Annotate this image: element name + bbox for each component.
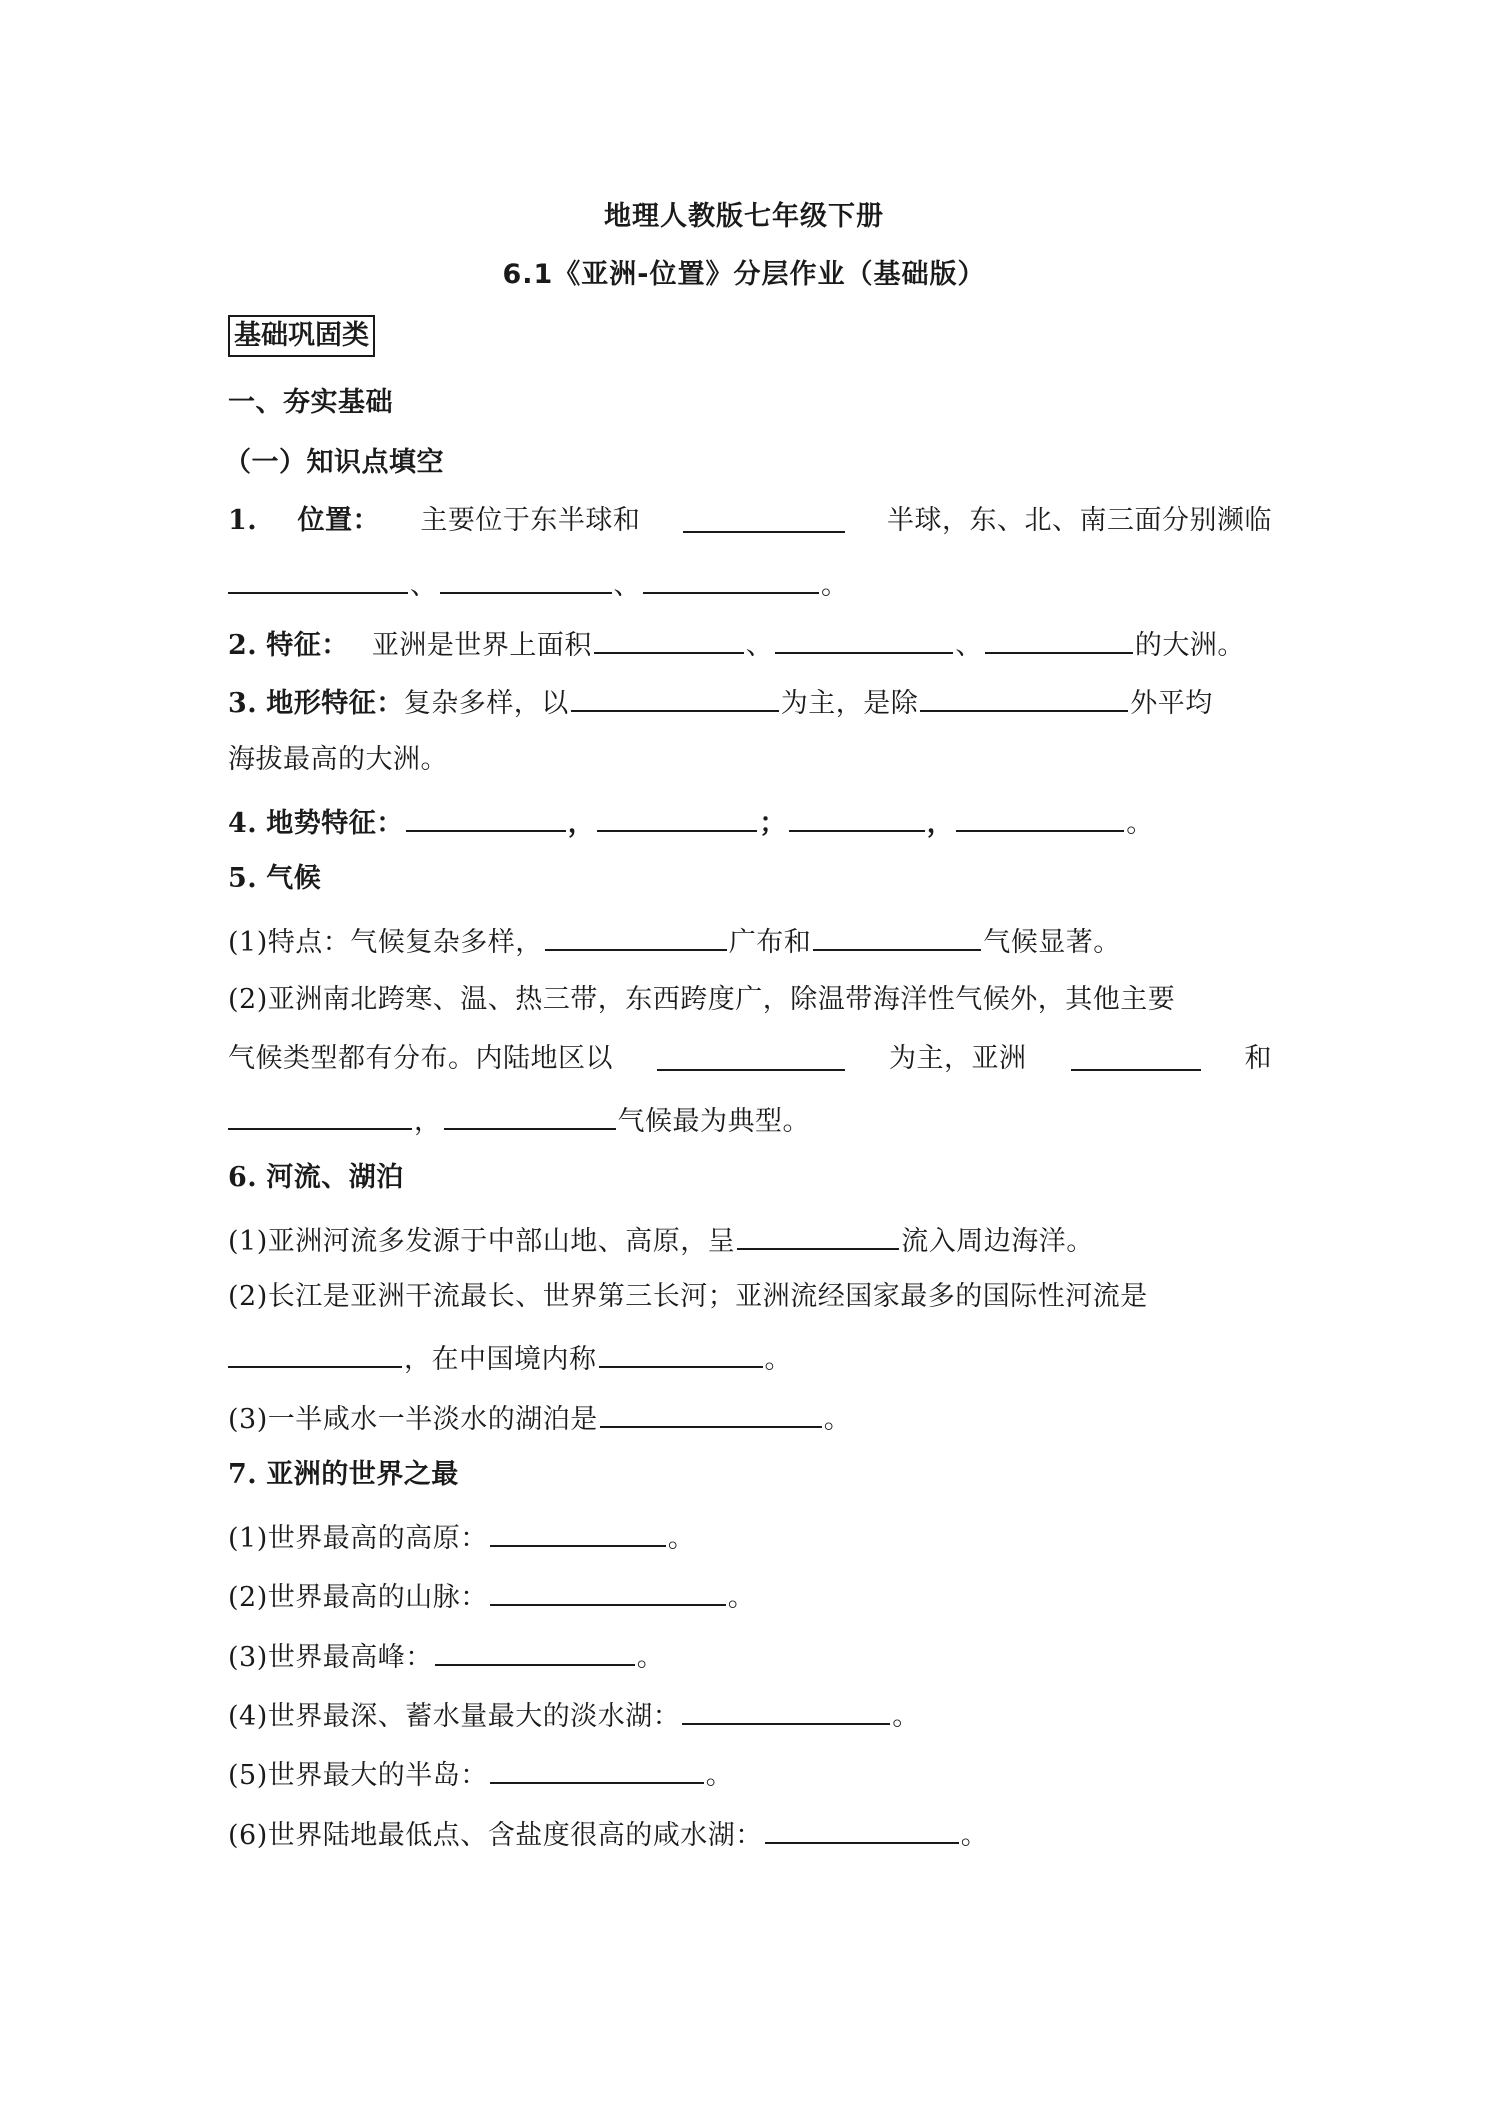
question-6-text: 流入周边海洋。 [901,1226,1094,1257]
question-5-text: 广布和 [728,927,812,958]
sentence-end: 。 [636,1642,665,1673]
answer-blank[interactable] [775,622,953,654]
answer-blank[interactable] [545,919,727,951]
sentence-end: 。 [667,1523,696,1554]
question-1-line-1 [228,501,1272,541]
question-3-label: 地形特征： [266,688,404,719]
question-1-number: 1. [228,505,258,536]
question-5-part-1 [228,919,1121,963]
separator: 、 [613,570,641,601]
question-6-text: ，在中国境内称 [404,1344,597,1375]
sentence-end: 。 [823,1404,852,1435]
answer-blank[interactable] [228,1336,402,1368]
question-3-text: 外平均 [1130,688,1213,719]
question-4-number: 4. [228,808,258,839]
question-7-item-text: (5)世界最大的半岛： [228,1760,488,1791]
question-5-label: 气候 [266,863,322,894]
answer-blank[interactable] [1071,1039,1201,1071]
question-3-line-1 [228,680,1213,724]
answer-blank[interactable] [228,562,408,594]
question-5-text: 为主，亚洲 [889,1043,1027,1074]
question-3-text: 复杂多样，以 [403,688,569,719]
question-6-text: (3)一半咸水一半淡水的湖泊是 [228,1404,598,1435]
question-3-text: 为主，是除 [780,688,919,719]
question-7-item-text: (2)世界最高的山脉： [228,1582,488,1613]
answer-blank[interactable] [765,1812,959,1844]
question-6-text: (1)亚洲河流多发源于中部山地、高原，呈 [228,1226,736,1257]
sentence-end: 。 [960,1820,989,1851]
answer-blank[interactable] [682,1693,890,1725]
question-5-text: 气候显著。 [983,927,1121,958]
question-6-part-1 [228,1218,1094,1262]
question-7-number: 7. [228,1459,258,1490]
answer-blank[interactable] [490,1515,666,1547]
question-3-number: 3. [228,688,258,719]
answer-blank[interactable] [600,1396,822,1428]
question-1-label: 位置： [297,505,381,536]
question-7-label: 亚洲的世界之最 [266,1459,459,1490]
question-7-item-text: (1)世界最高的高原： [228,1523,488,1554]
question-1-text: 半球，东、北、南三面分别濒临 [887,505,1272,536]
question-2-text: 的大洲。 [1134,630,1245,661]
question-7-item-text: (3)世界最高峰： [228,1642,433,1673]
sentence-end: 。 [1126,808,1154,839]
answer-blank[interactable] [228,1098,412,1130]
question-7-item [228,1574,755,1618]
sentence-end: 。 [705,1760,734,1791]
question-2-text: 亚洲是世界上面积 [371,630,592,661]
answer-blank[interactable] [956,800,1124,832]
question-5-text: 和 [1244,1043,1272,1074]
question-5-text: 气候最为典型。 [617,1106,810,1137]
answer-blank[interactable] [683,501,845,533]
question-7-item [228,1812,988,1856]
answer-blank[interactable] [490,1574,726,1606]
separator: ， [567,808,596,839]
question-6-label: 河流、湖泊 [266,1162,404,1193]
question-2 [228,622,1245,666]
question-6-heading [228,1158,404,1198]
question-7-item-text: (4)世界最深、蓄水量最大的淡水湖： [228,1701,681,1732]
category-label: 基础巩固类 [228,315,375,357]
question-7-item [228,1693,920,1737]
question-7-item [228,1634,664,1678]
answer-blank[interactable] [597,800,757,832]
sentence-end: 。 [892,1701,920,1732]
answer-blank[interactable] [594,622,744,654]
answer-blank[interactable] [406,800,566,832]
question-4 [228,800,1154,844]
question-1-text: 主要位于东半球和 [420,505,641,536]
question-5-part-2-line-2 [228,1039,1272,1079]
question-6-part-2-line-1: (2)长江是亚洲干流最长、世界第三长河；亚洲流经国家最多的国际性河流是 [228,1281,1148,1312]
question-5-heading [228,859,321,899]
answer-blank[interactable] [440,562,612,594]
separator: 、 [745,630,774,661]
separator: 、 [410,570,438,601]
question-5-text: (1)特点：气候复杂多样， [228,927,543,958]
answer-blank[interactable] [435,1634,635,1666]
question-6-number: 6. [228,1162,258,1193]
sentence-end: 。 [764,1344,792,1375]
answer-blank[interactable] [571,680,779,712]
separator: 、 [955,630,983,661]
question-2-number: 2. [228,630,258,661]
question-6-part-2-line-2 [228,1336,792,1380]
answer-blank[interactable] [444,1098,616,1130]
sentence-end: 。 [727,1582,756,1613]
question-4-label: 地势特征： [266,808,404,839]
question-6-part-3 [228,1396,851,1440]
question-3-line-2: 海拔最高的大洲。 [228,744,448,775]
answer-blank[interactable] [813,919,981,951]
separator: ， [414,1106,442,1137]
section-heading: 一、夯实基础 [228,387,393,418]
question-7-item-text: (6)世界陆地最低点、含盐度很高的咸水湖： [228,1820,763,1851]
separator: ； [759,808,787,839]
answer-blank[interactable] [985,622,1133,654]
separator: ， [926,808,955,839]
question-7-heading [228,1455,459,1495]
answer-blank[interactable] [490,1752,704,1784]
question-5-number: 5. [228,863,258,894]
section-subheading: （一）知识点填空 [224,447,444,478]
answer-blank[interactable] [599,1336,763,1368]
question-5-part-2-line-3 [228,1098,810,1142]
page-subtitle: 6.1《亚洲-位置》分层作业（基础版） [502,259,986,290]
question-5-part-2-line-1: (2)亚洲南北跨寒、温、热三带，东西跨度广，除温带海洋性气候外，其他主要 [228,984,1176,1015]
page-title: 地理人教版七年级下册 [604,201,884,232]
answer-blank[interactable] [657,1039,845,1071]
answer-blank[interactable] [789,800,925,832]
answer-blank[interactable] [920,680,1128,712]
question-2-label: 特征： [266,630,349,661]
question-7-item [228,1515,695,1559]
question-1-line-2 [228,562,849,606]
answer-blank[interactable] [737,1218,899,1250]
question-7-item [228,1752,733,1796]
answer-blank[interactable] [643,562,819,594]
sentence-end: 。 [821,570,849,601]
question-5-text: 气候类型都有分布。内陆地区以 [228,1043,613,1074]
